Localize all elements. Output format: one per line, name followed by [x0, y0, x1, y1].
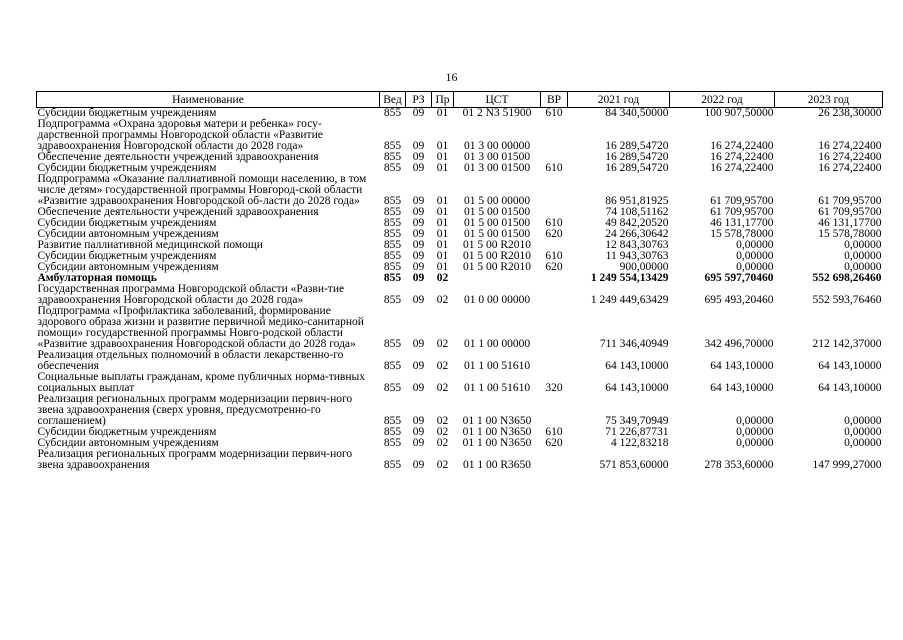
header-2023: 2023 год	[775, 92, 883, 108]
cell-2023: 61 709,95700	[818, 206, 882, 218]
table-row	[37, 372, 883, 394]
cell-rz: 09	[412, 239, 425, 251]
table-row	[37, 350, 883, 372]
cell-cst: 01 0 00 00000	[463, 294, 531, 306]
cell-name: Подпрограмма «Оказание паллиативной помощи населению, в том числе детям» государственной программы Новгород-ской области «Развитие здравоохранения Новгородской об-ласти до 2028 года»	[37, 173, 367, 207]
cell-vr	[541, 174, 568, 207]
cell-rz: 09	[412, 415, 425, 427]
cell-rz: 09	[412, 140, 425, 152]
cell-vr	[541, 273, 568, 284]
header-2022: 2022 год	[670, 92, 775, 108]
cell-rz: 09	[412, 426, 425, 438]
cell-pr: 02	[436, 360, 449, 372]
cell-cst: 01 5 00 R2010	[462, 261, 532, 273]
cell-pr: 02	[436, 415, 449, 427]
cell-rz: 09	[412, 195, 425, 207]
cell-2023: 46 131,17700	[818, 217, 882, 229]
cell-2021: 24 266,30642	[605, 228, 669, 240]
header-rz: РЗ	[406, 92, 432, 108]
cell-2022: 16 274,22400	[710, 162, 774, 174]
cell-2022: 342 496,70000	[704, 338, 774, 350]
cell-pr: 01	[436, 151, 449, 163]
cell-2023: 0,00000	[844, 437, 882, 449]
page-number: 16	[445, 70, 458, 84]
budget-table	[36, 91, 883, 471]
cell-2022: 0,00000	[736, 239, 774, 251]
cell-name: Субсидии автономным учреждениям	[37, 261, 219, 273]
cell-ved: 855	[383, 239, 402, 251]
cell-vr	[541, 350, 568, 372]
cell-rz: 09	[412, 338, 425, 350]
table-row	[37, 119, 883, 152]
cell-2021: 16 289,54720	[605, 140, 669, 152]
cell-2021: 11 943,30763	[605, 250, 669, 262]
cell-2023: 147 999,27000	[812, 459, 882, 471]
cell-pr: 01	[436, 250, 449, 262]
cell-2023: 26 238,30000	[818, 107, 882, 119]
header-cst: ЦСТ	[454, 92, 541, 108]
cell-2023: 16 274,22400	[818, 151, 882, 163]
table-row	[37, 394, 883, 427]
cell-ved: 855	[383, 294, 402, 306]
cell-2023: 64 143,10000	[818, 360, 882, 372]
cell-rz: 09	[412, 228, 425, 240]
cell-2023: 0,00000	[844, 261, 882, 273]
cell-2022: 15 578,78000	[710, 228, 774, 240]
header-2021: 2021 год	[568, 92, 670, 108]
cell-2022: 16 274,22400	[710, 140, 774, 152]
cell-2021: 571 853,60000	[599, 459, 669, 471]
cell-rz: 09	[412, 217, 425, 229]
cell-2021: 16 289,54720	[605, 162, 669, 174]
cell-2022: 0,00000	[736, 415, 774, 427]
cell-2021: 4 122,83218	[611, 437, 669, 449]
cell-vr: 620	[545, 228, 563, 240]
cell-pr: 01	[436, 239, 449, 251]
cell-cst: 01 1 00 R3650	[462, 459, 532, 471]
cell-pr: 01	[436, 195, 449, 207]
table-row	[37, 174, 883, 207]
header-ved: Вед	[380, 92, 406, 108]
cell-2021: 74 108,51162	[605, 206, 669, 218]
cell-pr: 02	[436, 294, 449, 306]
cell-pr: 02	[436, 426, 449, 438]
cell-2022: 0,00000	[736, 261, 774, 273]
cell-cst: 01 3 00 00000	[463, 140, 531, 152]
cell-2021: 64 143,10000	[605, 382, 669, 394]
table-row	[37, 449, 883, 471]
cell-2021: 12 843,30763	[605, 239, 669, 251]
cell-2023: 0,00000	[844, 415, 882, 427]
cell-2023: 552 593,76460	[812, 294, 882, 306]
cell-2021: 75 349,70949	[605, 415, 669, 427]
cell-ved: 855	[383, 206, 402, 218]
cell-name: Реализация региональных программ модернизации первич-ного звена здравоохранения (сверх уровня, предусмотренно-го соглашением)	[37, 393, 353, 427]
cell-2023: 15 578,78000	[818, 228, 882, 240]
cell-rz: 09	[412, 360, 425, 372]
cell-2021: 71 226,87731	[605, 426, 669, 438]
cell-cst: 01 5 00 R2010	[462, 239, 532, 251]
cell-ved: 855	[383, 338, 402, 350]
cell-pr: 02	[436, 437, 449, 449]
cell-2022: 100 907,50000	[704, 107, 774, 119]
cell-2023: 16 274,22400	[818, 140, 882, 152]
cell-cst	[454, 273, 541, 284]
cell-rz: 09	[412, 272, 425, 284]
cell-vr	[541, 119, 568, 152]
cell-pr: 01	[436, 228, 449, 240]
cell-2022: 46 131,17700	[710, 217, 774, 229]
cell-cst: 01 5 00 01500	[463, 228, 531, 240]
cell-ved: 855	[383, 272, 402, 284]
cell-rz: 09	[412, 261, 425, 273]
cell-pr: 01	[436, 162, 449, 174]
cell-2021: 86 951,81925	[605, 195, 669, 207]
cell-pr: 01	[436, 140, 449, 152]
table-row	[37, 306, 883, 350]
cell-ved: 855	[383, 217, 402, 229]
cell-vr	[541, 449, 568, 471]
cell-name: Амбулаторная помощь	[37, 272, 157, 284]
cell-pr: 02	[436, 272, 449, 284]
cell-vr: 610	[545, 426, 563, 438]
cell-2023: 61 709,95700	[818, 195, 882, 207]
cell-name: Социальные выплаты гражданам, кроме публичных норма-тивных социальных выплат	[37, 371, 365, 394]
cell-vr: 610	[545, 107, 563, 119]
cell-ved: 855	[383, 437, 402, 449]
cell-rz: 09	[412, 459, 425, 471]
cell-2021: 84 340,50000	[605, 107, 669, 119]
cell-vr	[541, 394, 568, 427]
cell-ved: 855	[383, 162, 402, 174]
cell-rz: 09	[412, 250, 425, 262]
cell-vr: 610	[545, 162, 563, 174]
cell-2023: 0,00000	[844, 250, 882, 262]
cell-rz: 09	[412, 206, 425, 218]
cell-vr: 620	[545, 261, 563, 273]
cell-ved: 855	[383, 151, 402, 163]
cell-pr: 01	[436, 107, 449, 119]
table-body	[37, 108, 883, 472]
cell-cst: 01 1 00 N3650	[462, 415, 532, 427]
cell-name: Субсидии автономным учреждениям	[37, 437, 219, 449]
cell-pr: 01	[436, 217, 449, 229]
cell-name: Подпрограмма «Охрана здоровья матери и ребенка» госу-дарственной программы Новгородской области «Развитие здравоохранения Новгородской области до 2028 года»	[37, 118, 323, 152]
cell-pr: 02	[436, 382, 449, 394]
cell-cst: 01 3 00 01500	[463, 162, 531, 174]
cell-ved: 855	[383, 382, 402, 394]
cell-vr: 320	[545, 382, 563, 394]
table-row	[37, 284, 883, 306]
cell-name: Субсидии бюджетным учреждениям	[37, 217, 217, 229]
header-vr: ВР	[541, 92, 568, 108]
cell-2023: 16 274,22400	[818, 162, 882, 174]
cell-2022: 278 353,60000	[704, 459, 774, 471]
cell-ved: 855	[383, 459, 402, 471]
cell-vr: 620	[545, 437, 563, 449]
cell-vr	[541, 284, 568, 306]
cell-cst: 01 1 00 N3650	[462, 426, 532, 438]
cell-2022: 16 274,22400	[710, 151, 774, 163]
cell-name: Реализация отдельных полномочий в области лекарственно-го обеспечения	[37, 349, 344, 372]
cell-cst: 01 2 N3 51900	[462, 107, 532, 119]
cell-pr: 02	[436, 459, 449, 471]
cell-cst: 01 5 00 00000	[463, 195, 531, 207]
cell-name: Субсидии автономным учреждениям	[37, 228, 219, 240]
cell-2022: 61 709,95700	[710, 195, 774, 207]
cell-name: Реализация региональных программ модернизации первич-ного звена здравоохранения	[37, 448, 353, 471]
cell-2022: 695 493,20460	[704, 294, 774, 306]
cell-vr: 610	[545, 250, 563, 262]
cell-name: Государственная программа Новгородской области «Разви-тие здравоохранения Новгородской области до 2028 года»	[37, 283, 345, 306]
cell-vr: 610	[545, 217, 563, 229]
cell-2022: 0,00000	[736, 426, 774, 438]
cell-ved: 855	[383, 426, 402, 438]
cell-ved: 855	[383, 415, 402, 427]
cell-cst: 01 1 00 51610	[463, 360, 531, 372]
cell-2021: 711 346,40949	[599, 338, 669, 350]
cell-cst: 01 5 00 01500	[463, 206, 531, 218]
cell-2021: 16 289,54720	[605, 151, 669, 163]
cell-ved: 855	[383, 250, 402, 262]
cell-name: Обеспечение деятельности учреждений здравоохранения	[37, 206, 319, 218]
cell-2023: 0,00000	[844, 239, 882, 251]
cell-ved: 855	[383, 107, 402, 119]
cell-name: Субсидии бюджетным учреждениям	[37, 162, 217, 174]
cell-cst: 01 5 00 R2010	[462, 250, 532, 262]
header-name: Наименование	[37, 92, 380, 108]
header-pr: Пр	[432, 92, 454, 108]
cell-name: Субсидии бюджетным учреждениям	[37, 426, 217, 438]
cell-name: Субсидии бюджетным учреждениям	[37, 107, 217, 119]
cell-2021: 49 842,20520	[605, 217, 669, 229]
cell-2023: 212 142,37000	[812, 338, 882, 350]
cell-rz: 09	[412, 294, 425, 306]
cell-rz: 09	[412, 437, 425, 449]
cell-cst: 01 3 00 01500	[463, 151, 531, 163]
cell-pr: 01	[436, 206, 449, 218]
cell-2023: 552 698,26460	[812, 272, 882, 284]
cell-2022: 64 143,10000	[710, 382, 774, 394]
cell-cst: 01 1 00 00000	[463, 338, 531, 350]
cell-cst: 01 5 00 01500	[463, 217, 531, 229]
cell-2022: 0,00000	[736, 250, 774, 262]
cell-rz: 09	[412, 162, 425, 174]
cell-2023: 0,00000	[844, 426, 882, 438]
cell-2022: 61 709,95700	[710, 206, 774, 218]
cell-2021: 900,00000	[619, 261, 669, 273]
cell-cst: 01 1 00 N3650	[462, 437, 532, 449]
cell-rz: 09	[412, 107, 425, 119]
cell-vr	[541, 306, 568, 350]
cell-2021: 1 249 554,13429	[590, 272, 669, 284]
cell-2022: 0,00000	[736, 437, 774, 449]
cell-ved: 855	[383, 261, 402, 273]
cell-pr: 01	[436, 261, 449, 273]
cell-2023: 64 143,10000	[818, 382, 882, 394]
cell-rz: 09	[412, 382, 425, 394]
cell-name: Обеспечение деятельности учреждений здравоохранения	[37, 151, 319, 163]
cell-name: Развитие паллиативной медицинской помощи	[37, 239, 263, 251]
cell-2022: 64 143,10000	[710, 360, 774, 372]
cell-ved: 855	[383, 195, 402, 207]
table-header-row	[37, 92, 883, 108]
cell-rz: 09	[412, 151, 425, 163]
cell-name: Подпрограмма «Профилактика заболеваний, формирование здорового образа жизни и развитие первичной медико-санитарной помощи» государственной программы Новго-родской области «Развитие здравоохранения Новгородской области до 2028 года»	[37, 305, 364, 350]
cell-pr: 02	[436, 338, 449, 350]
cell-2022: 695 597,70460	[704, 272, 774, 284]
cell-name: Субсидии бюджетным учреждениям	[37, 250, 217, 262]
cell-cst: 01 1 00 51610	[463, 382, 531, 394]
cell-ved: 855	[383, 360, 402, 372]
cell-ved: 855	[383, 228, 402, 240]
cell-2021: 1 249 449,63429	[590, 294, 669, 306]
cell-ved: 855	[383, 140, 402, 152]
cell-2021: 64 143,10000	[605, 360, 669, 372]
